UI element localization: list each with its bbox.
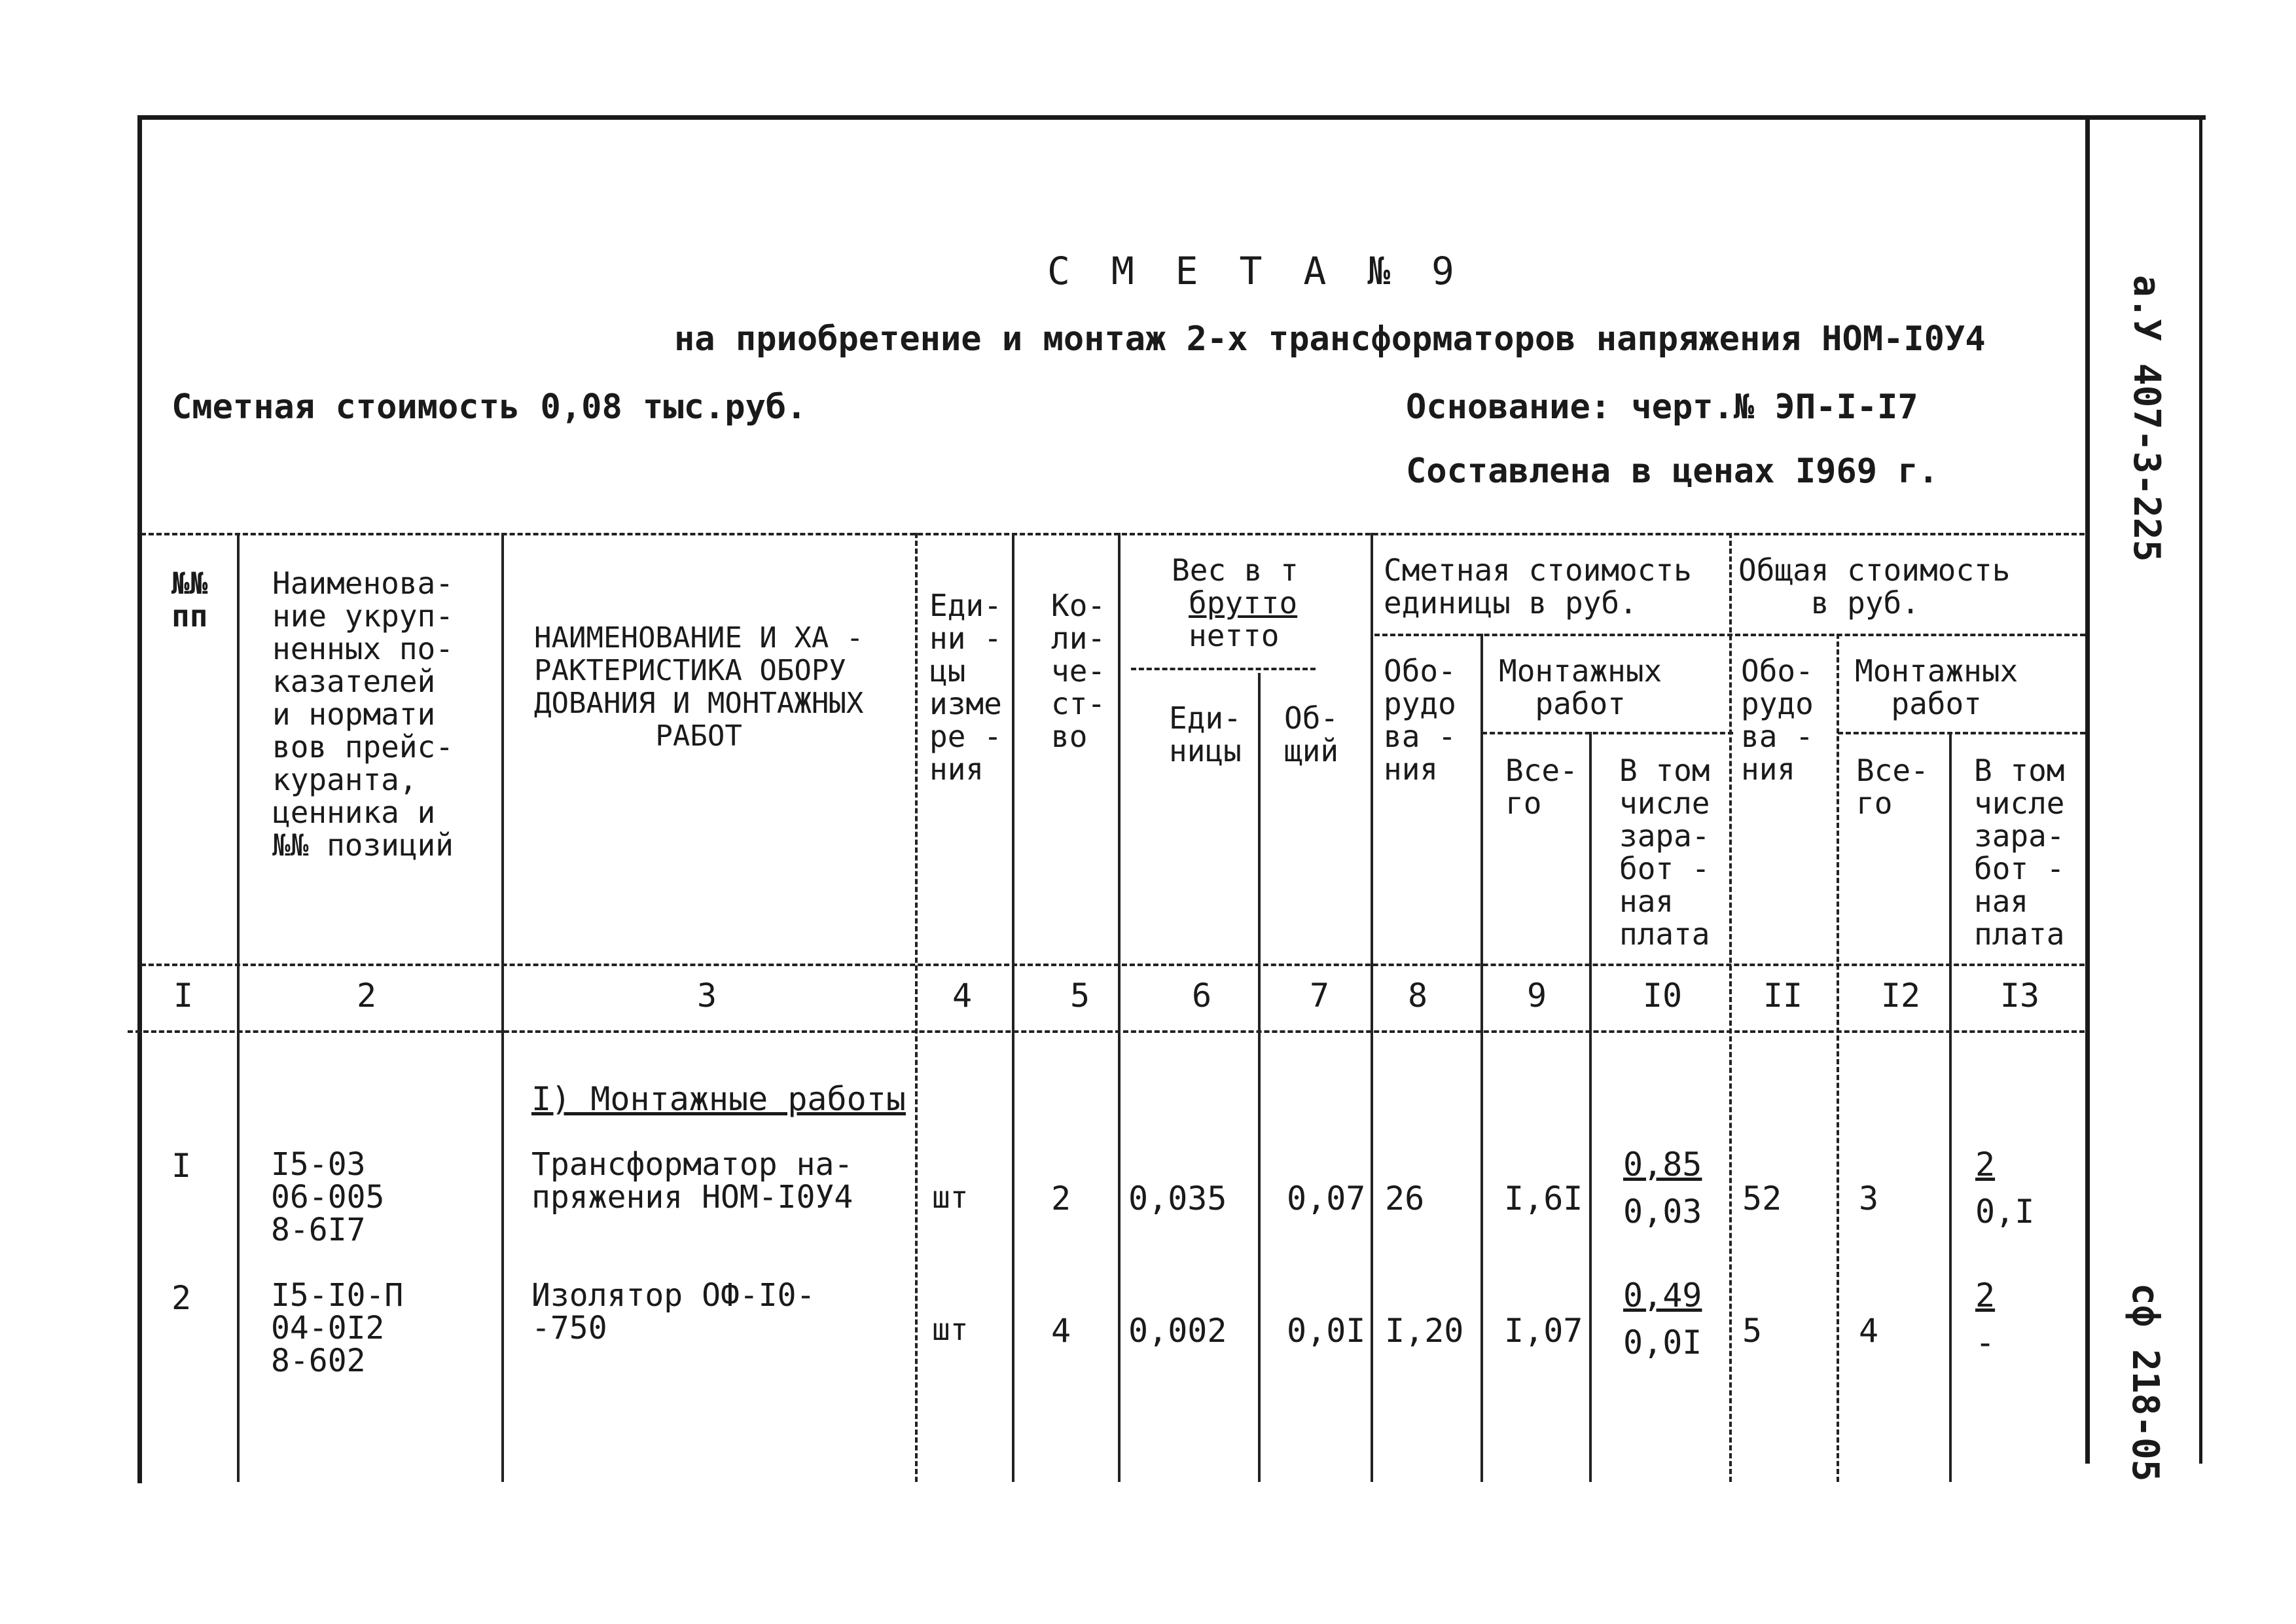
row-1-equipment-cost: 26 [1385, 1180, 1425, 1218]
row-1-total-mount: 3 [1859, 1180, 1879, 1218]
col-number: 8 [1407, 977, 1428, 1015]
col-divider-12 [1949, 732, 1952, 1482]
col-divider-3 [915, 533, 918, 1482]
col-number: 7 [1309, 977, 1330, 1015]
row-2-total-salary-bottom: - [1975, 1324, 1996, 1362]
row-2-salary-top: 0,49 [1623, 1276, 1702, 1314]
price-year: Составлена в ценах I969 г. [1406, 452, 1939, 491]
header-col-11: Обо- рудо ва - ния [1741, 653, 1814, 787]
row-2-weight-unit: 0,002 [1128, 1312, 1227, 1350]
col-divider-11 [1837, 634, 1839, 1482]
col-divider-6 [1258, 673, 1261, 1482]
row-2-mount-cost: I,07 [1504, 1312, 1583, 1350]
header-col-6: Еди- ницы [1169, 700, 1242, 768]
header-col-7: Об- щий [1284, 700, 1339, 768]
mount2-subheader-line [1838, 732, 2085, 734]
col-divider-10 [1729, 533, 1732, 1482]
header-col-13: В том числе зара- бот - ная плата [1974, 753, 2065, 952]
col-number: 3 [696, 977, 717, 1015]
section-title: I) Монтажные работы [531, 1080, 906, 1118]
mount-subheader-line [1482, 732, 1733, 734]
col-number: 9 [1526, 977, 1547, 1015]
row-2-qty: 4 [1051, 1312, 1071, 1350]
row-2-code: I5-I0-П 04-0I2 8-602 [271, 1277, 404, 1379]
row-1-salary-top: 0,85 [1623, 1146, 1702, 1183]
col-number: II [1763, 977, 1803, 1015]
header-mount-group: Монтажных работ [1499, 653, 1662, 721]
row-2-name: Изолятор ОФ-I0- -750 [531, 1277, 816, 1346]
col-number: I3 [2000, 977, 2040, 1015]
col-number: I0 [1642, 977, 1683, 1015]
row-2-total-salary-top: 2 [1975, 1276, 1996, 1314]
row-1-qty: 2 [1051, 1180, 1071, 1218]
col-number: I [173, 977, 194, 1015]
table-numbers-bottom-line [128, 1030, 2085, 1033]
frame-outer-border [2199, 115, 2202, 1464]
header-weight-netto: нетто [1189, 618, 1280, 653]
side-code-top: а.У 407-3-225 [2125, 275, 2168, 562]
document-title: С М Е Т А № 9 [1047, 249, 1463, 293]
basis-drawing: Основание: черт.№ ЭП-I-I7 [1406, 388, 1918, 427]
row-2-number: 2 [171, 1279, 192, 1317]
col-divider-8 [1480, 634, 1483, 1482]
row-2-equipment-cost: I,20 [1385, 1312, 1464, 1350]
header-col-2: Наименова- ние укруп- ненных по- казателей и нормати вов прейс- куранта, ценника и №№ позиций [272, 566, 454, 863]
header-col-12: Все- го [1856, 753, 1929, 821]
row-1-code: I5-03 06-005 8-6I7 [271, 1146, 385, 1248]
row-2-total-equipment: 5 [1742, 1312, 1763, 1350]
table-header-bottom-line [141, 964, 2085, 966]
row-2-salary-bottom: 0,0I [1623, 1324, 1702, 1362]
header-col-3: НАИМЕНОВАНИЕ И ХА - РАКТЕРИСТИКА ОБОРУ ДОВАНИЯ И МОНТАЖНЫХ РАБОТ [534, 621, 864, 753]
header-col-1: №№ пп [171, 566, 208, 634]
row-1-number: I [171, 1147, 192, 1185]
row-1-name: Трансформатор на- пряжения НОМ-I0У4 [531, 1146, 853, 1216]
row-1-unit: шт [932, 1180, 969, 1215]
frame-left-border [137, 115, 142, 1483]
estimated-cost: Сметная стоимость 0,08 тыс.руб. [171, 388, 807, 427]
col-number: 5 [1069, 977, 1090, 1015]
row-1-total-salary-top: 2 [1975, 1146, 1996, 1183]
col-divider-9 [1589, 732, 1592, 1482]
header-total-cost-group: Общая стоимость в руб. [1738, 552, 2011, 621]
row-2-weight-total: 0,0I [1287, 1312, 1366, 1350]
row-2-total-mount: 4 [1859, 1312, 1879, 1350]
col-divider-2 [501, 533, 504, 1482]
col-divider-4 [1012, 533, 1014, 1482]
header-mount-group-2: Монтажных работ [1855, 653, 2018, 721]
document-subtitle: на приобретение и монтаж 2-х трансформаторов напряжения НОМ-I0У4 [674, 319, 1986, 359]
row-1-mount-cost: I,6I [1504, 1180, 1583, 1218]
row-1-total-equipment: 52 [1742, 1180, 1782, 1218]
col-number: 6 [1191, 977, 1212, 1015]
frame-top-border [137, 115, 2206, 120]
table-top-line [141, 533, 2085, 535]
header-col-5: Ко- ли- че- ст- во [1051, 588, 1106, 754]
row-1-weight-unit: 0,035 [1128, 1180, 1227, 1218]
col-number: 4 [952, 977, 973, 1015]
header-weight-brutto: брутто [1189, 585, 1298, 621]
col-divider-1 [237, 533, 240, 1482]
col-number: 2 [356, 977, 377, 1015]
header-unit-cost-group: Сметная стоимость единицы в руб. [1384, 552, 1692, 621]
header-weight-group: Вес в т [1172, 552, 1299, 588]
col-divider-5 [1118, 533, 1121, 1482]
row-1-total-salary-bottom: 0,I [1975, 1193, 2035, 1231]
side-code-bottom: сф 218-05 [2124, 1283, 2166, 1482]
row-1-salary-bottom: 0,03 [1623, 1193, 1702, 1231]
col-divider-7 [1371, 533, 1373, 1482]
row-1-weight-total: 0,07 [1287, 1180, 1366, 1218]
row-2-unit: шт [932, 1312, 969, 1347]
header-col-8: Обо- рудо ва - ния [1384, 653, 1456, 787]
col-number: I2 [1880, 977, 1921, 1015]
header-col-4: Еди- ни - цы изме ре - ния [929, 588, 1002, 787]
header-col-10: В том числе зара- бот - ная плата [1619, 753, 1710, 952]
weight-subheader-line [1131, 668, 1316, 670]
header-col-9: Все- го [1505, 753, 1578, 821]
frame-right-border [2085, 115, 2090, 1464]
